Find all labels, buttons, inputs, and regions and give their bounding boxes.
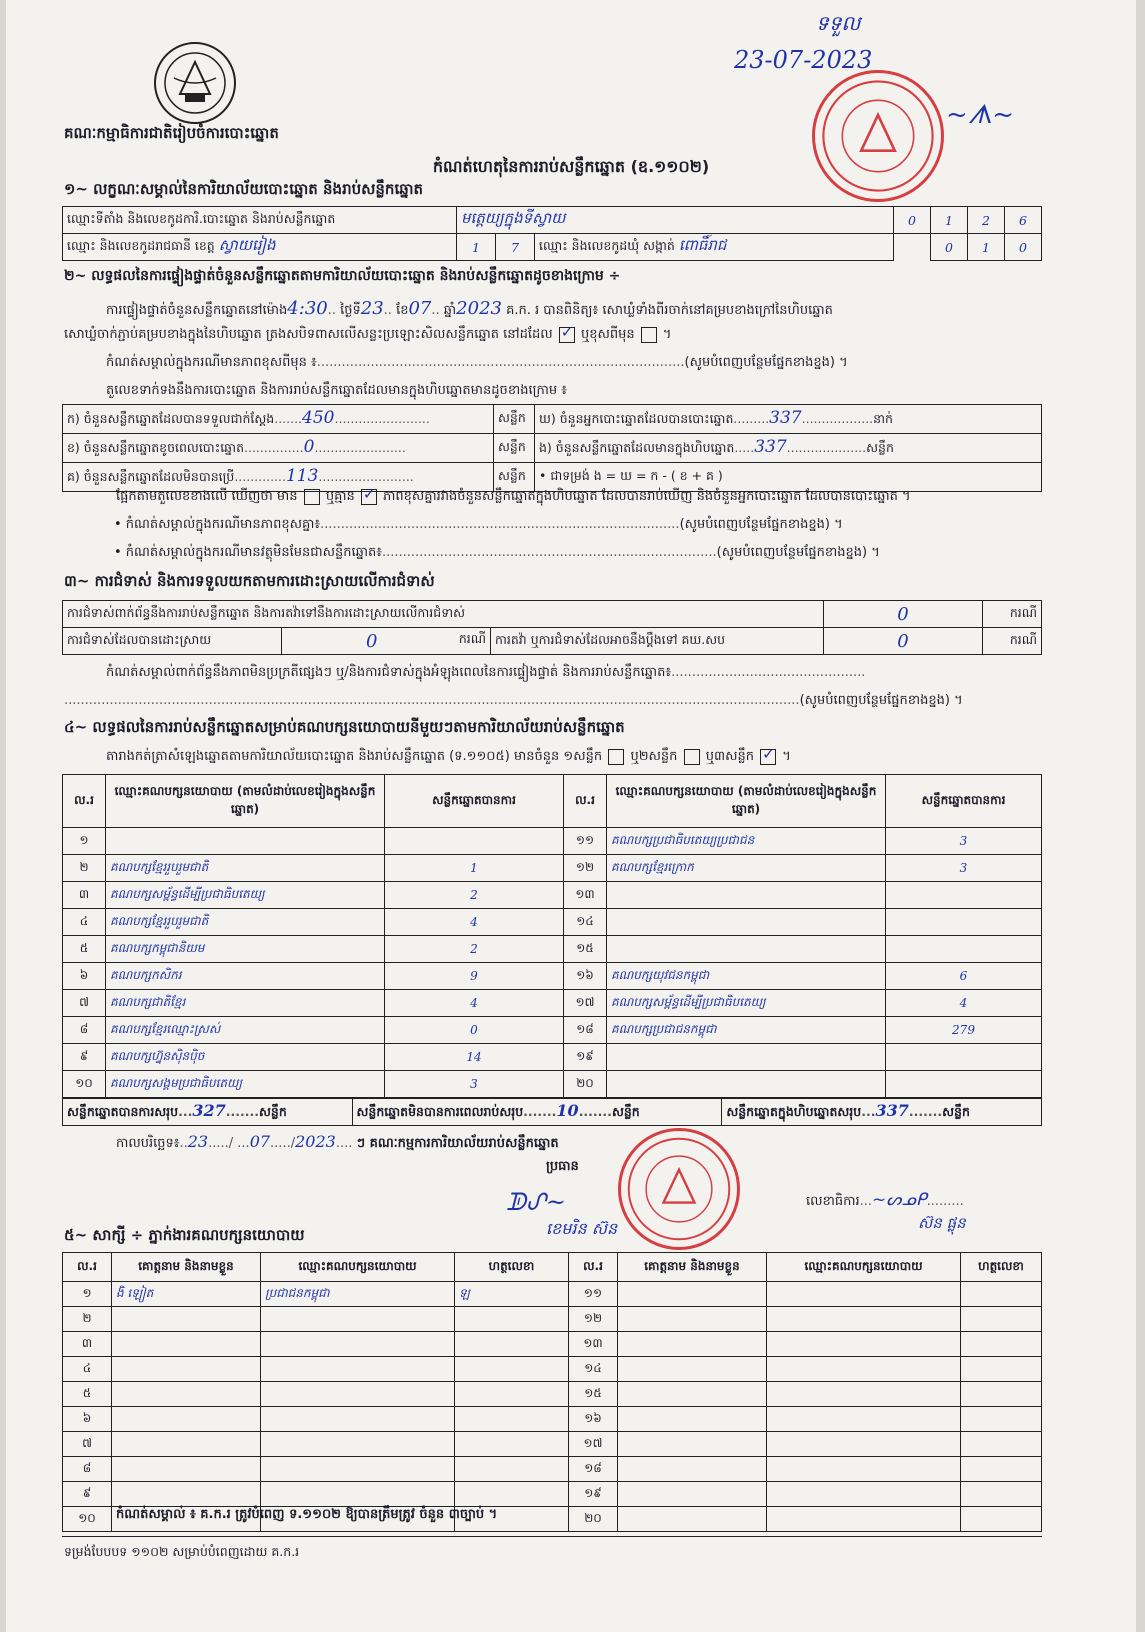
table-row: ៨ ១៨ xyxy=(63,1457,1042,1482)
commune-label: ឈ្មោះ និងលេខកូដឃុំ សង្កាត់ ពោធិ៍រាជ xyxy=(535,234,894,261)
code-digit: 1 xyxy=(931,207,968,234)
col-votes: សន្លឹកឆ្នោតបានការ xyxy=(886,775,1042,828)
verification-year: 2023 xyxy=(456,298,502,319)
doc-title: កំណត់ហេតុនៃការរាប់សន្លឹកឆ្នោត (ឧ.១១០២) xyxy=(432,157,710,176)
count-d: ឃ) ចំនួនអ្នកបោះឆ្នោតដែលបានបោះឆ្នោត.........337..................នាក់ xyxy=(535,405,1042,434)
table-row: ២ ១២ xyxy=(63,1307,1042,1332)
table-row: ៣ គណបក្សសម្ព័ន្ធដើម្បីប្រជាធិបតេយ្យ 2 ១៣ xyxy=(63,882,1042,909)
difference-note: កំណត់សម្គាល់ក្នុងករណីមានភាពខុសពីមុន ៖.........................................................................................(សូមបំពេញបន្ថែមផ្នែកខាងខ្នង) ។ xyxy=(106,355,848,370)
official-stamp-bottom xyxy=(618,1128,740,1250)
secretary-name: ស៊ន ផ្លុន xyxy=(918,1214,966,1232)
province-code-digit: 7 xyxy=(496,234,535,261)
footer-note: កំណត់សម្គាល់ ៖ គ.ក.រ ត្រូវបំពេញ ទ.១១០២ ឱ្យបានត្រឹមត្រូវ ចំនួន ៣ច្បាប់ ។ xyxy=(116,1507,498,1522)
col-votes: សន្លឹកឆ្នោតបានការ xyxy=(385,775,564,828)
table-row: ១០ គណបក្សសង្គមប្រជាធិបតេយ្យ 3 ២០ xyxy=(63,1071,1042,1098)
col-party: ឈ្មោះគណបក្សនយោបាយ (តាមលំដាប់លេខរៀងក្នុងសន្លឹកឆ្នោត) xyxy=(106,775,385,828)
location-label: ឈ្មោះទីតាំង និងលេខកូដការិ.បោះឆ្នោត និងរាប់សន្លឹកឆ្នោត xyxy=(63,207,457,234)
table-row: ៥ គណបក្សកម្ពុជានិយម 2 ១៥ xyxy=(63,936,1042,963)
irregularity-fill: ..................................................................................................................................................................................(សូមបំពេញបន្ថែមផ្នែកខាងខ្នង) ។ xyxy=(64,693,963,708)
count-e: ង) ចំនួនសន្លឹកឆ្នោតដែលមានក្នុងហិបឆ្នោត.....337....................សន្លឹក xyxy=(535,434,1042,463)
total-box: សន្លឹកឆ្នោតក្នុងហិបឆ្នោតសរុប...337.......សន្លឹក xyxy=(722,1099,1042,1126)
irregularity-note: កំណត់សម្គាល់ពាក់ព័ន្ធនឹងភាពមិនប្រក្រតីផ្សេងៗ ឬ/និងការជំទាស់ក្នុងអំឡុងពេលនៃការផ្ទៀងផ្ទាត់ និងការរាប់សន្លឹកឆ្នោត៖............................................... xyxy=(106,665,866,680)
commune-code-digit: 1 xyxy=(968,234,1005,261)
section2-heading: ២~ លទ្ធផលនៃការផ្ទៀងផ្ទាត់ចំនួនសន្លឹកឆ្នោតតាមការិយាល័យបោះឆ្នោត និងរាប់សន្លឹកឆ្នោតដូចខាងក្រោម ÷ xyxy=(64,268,621,284)
count-a: ក) ចំនួនសន្លឹកឆ្នោតដែលបានទទួលជាក់ស្តែង.......450........................ xyxy=(63,405,494,434)
chair-name: ខេមរិន ស៊ន xyxy=(546,1219,618,1238)
three-sheet-checkbox[interactable] xyxy=(760,749,776,765)
col-no: ល.រ xyxy=(564,775,607,828)
code-digit: 0 xyxy=(894,207,931,234)
results-table xyxy=(62,774,1042,1098)
section4-heading: ៤~ លទ្ធផលនៃការរាប់សន្លឹកឆ្នោតសម្រាប់គណបក្សនយោបាយនីមួយៗតាមការិយាល័យរាប់សន្លឹកឆ្នោត xyxy=(64,718,625,736)
count-c-unit: សន្លឹក xyxy=(494,463,535,492)
date-line: កាលបរិច្ឆេទ៖..23...../ ...07...../2023.... ៗ គណៈកម្មការការិយាល័យរាប់សន្លឹកឆ្នោត xyxy=(116,1132,559,1151)
table-row: ២ គណបក្សខ្មែររួបរួមជាតិ 1 ១២ គណបក្សខ្មែរក្រោក 3 xyxy=(63,855,1042,882)
witness-table: ល.រ គោត្តនាម និងនាមខ្លួន ឈ្មោះគណបក្សនយោបាយ ហត្ថលេខា ល.រ គោត្តនាម និងនាមខ្លួន ឈ្មោះគណបក្សនយោបាយ ហត្ថលេខា ១ ងិ ឡៀត ប្រជាជនកម្ពុជា ឡ ១១ ២ ១២ ៣ ១៣ ៤ ១៤ ៥ ១៥ ៦ ១៦ ៧ ១៧ ៨ ១៨ ៩ ១៩ ១០ ២០ xyxy=(62,1252,1042,1532)
form-sheet xyxy=(6,0,1136,1632)
commune-code-digit: 0 xyxy=(1005,234,1042,261)
has-difference-checkbox[interactable] xyxy=(304,489,320,505)
commune-value: ពោធិ៍រាជ xyxy=(678,236,727,254)
counts-intro: តួលេខទាក់ទងនឹងការបោះឆ្នោត និងការរាប់សន្លឹកឆ្នោតដែលមានក្នុងហិបឆ្នោតមានដូចខាងក្រោម ៖ xyxy=(106,383,567,398)
secretary-line: លេខាធិការ...~ᔕᓄᑭ......... xyxy=(806,1190,964,1210)
verification-day: 23 xyxy=(360,298,384,319)
location-value: មត្តេយ្យក្នុងទីស្វាយ xyxy=(457,207,894,234)
col-party: ឈ្មោះគណបក្សនយោបាយ (តាមលំដាប់លេខរៀងក្នុងសន្លឹកឆ្នោត) xyxy=(607,775,886,828)
appeal-unit: ករណី xyxy=(983,628,1042,655)
objection-count: 0 xyxy=(824,601,983,628)
count-a-unit: សន្លឹក xyxy=(494,405,535,434)
one-sheet-checkbox[interactable] xyxy=(608,749,624,765)
resolved-label: ការជំទាស់ដែលបានដោះស្រាយ xyxy=(63,628,282,655)
two-sheet-checkbox[interactable] xyxy=(684,749,700,765)
table-row: ៧ ១៧ xyxy=(63,1432,1042,1457)
count-b-unit: សន្លឹក xyxy=(494,434,535,463)
table-row: ១០ ២០ xyxy=(63,1507,1042,1532)
appeal-count: 0 xyxy=(824,628,983,655)
counts-table xyxy=(62,404,1042,492)
section3-heading: ៣~ ការជំទាស់ និងការទទួលយកតាមការដោះស្រាយលើការជំទាស់ xyxy=(64,572,435,590)
section5-heading: ៥~ សាក្សី ÷ ភ្នាក់ងារគណបក្សនយោបាយ xyxy=(64,1226,305,1244)
table-row: ៨ គណបក្សខ្មែរឈ្មោះស្រស់ 0 ១៨ គណបក្សប្រជាជនកម្ពុជា 279 xyxy=(63,1017,1042,1044)
objection-label: ការជំទាស់ពាក់ព័ន្ធនឹងការរាប់សន្លឹកឆ្នោត និងការតវ៉ាទៅនឹងការដោះស្រាយលើការជំទាស់ xyxy=(63,601,824,628)
table-row: ៩ គណបក្សហ្វ៊ុនស៊ិនប៉ិច 14 ១៩ xyxy=(63,1044,1042,1071)
form-note: ទម្រង់បែបបទ ១១០២ សម្រាប់បំពេញដោយ គ.ក.រ xyxy=(64,1544,300,1559)
province-code-digit: 1 xyxy=(457,234,496,261)
total-invalid: សន្លឹកឆ្នោតមិនបានការពេលរាប់សរុប.......10.......សន្លឹក xyxy=(352,1099,722,1126)
code-digit: 2 xyxy=(968,207,1005,234)
verification-month: 07 xyxy=(408,298,432,319)
objection-unit: ករណី xyxy=(983,601,1042,628)
tally-sheet-line: តារាងកត់ត្រាសំឡេងឆ្នោតតាមការិយាល័យបោះឆ្នោត និងរាប់សន្លឹកឆ្នោត (ទ.១១០៥) មានចំនួន ១សន្លឹក ឬ២សន្លឹក ឬ៣សន្លឹក ✓ ។ xyxy=(106,748,791,767)
total-valid: សន្លឹកឆ្នោតបានការសរុប...327.......សន្លឹក xyxy=(63,1099,353,1126)
compare-line: ផ្អែកតាមតួលេខខាងលើ ឃើញថា មាន ឬគ្មាន ✓ ភាពខុសគ្នារវាងចំនួនសន្លឹកឆ្នោតក្នុងហិបឆ្នោត ដែលបានរាប់ឃើញ និងចំនួនអ្នកបោះឆ្នោត ដែលបានបោះឆ្នោត ។ xyxy=(116,488,911,507)
section1-heading: ១~ លក្ខណៈសម្គាល់នៃការិយាល័យបោះឆ្នោត និងរាប់សន្លឹកឆ្នោត xyxy=(64,180,424,198)
footer-divider xyxy=(62,1536,1042,1537)
unchanged-checkbox[interactable] xyxy=(559,327,575,343)
verification-time: 4:30 xyxy=(287,298,328,319)
table-row: ៤ ១៤ xyxy=(63,1357,1042,1382)
verification-line: ការផ្ទៀងផ្ទាត់ចំនួនសន្លឹកឆ្នោតនៅម៉ោង4:30.. ថ្ងៃទី23.. ខែ07.. ឆ្នាំ2023 គ.ក. រ បានពិនិត្យ៖ សោឃ្លំទាំងពីរចាក់នៅគម្របខាងក្រៅនៃហិបឆ្នោត xyxy=(106,298,833,319)
table-row: ៤ គណបក្សខ្មែររួបរួមជាតិ 4 ១៤ xyxy=(63,909,1042,936)
section3-table xyxy=(62,600,1042,655)
received-date: 23-07-2023 xyxy=(734,46,873,74)
table-row: ១ ១១ គណបក្សប្រជាធិបតេយ្យប្រជាជន 3 xyxy=(63,828,1042,855)
table-row: ៦ ១៦ xyxy=(63,1407,1042,1432)
appeal-label: ការតវ៉ា ឬការជំទាស់ដែលអាចនឹងប្តឹងទៅ គឃ.សប xyxy=(491,628,824,655)
province-value: ស្វាយរៀង xyxy=(218,236,276,254)
totals-table xyxy=(62,1098,1042,1126)
count-c: គ) ចំនួនសន្លឹកឆ្នោតដែលមិនបានប្រើ.............113........................ xyxy=(63,463,494,492)
no-difference-checkbox[interactable] xyxy=(361,489,377,505)
table-row: ៧ គណបក្សជាតិខ្មែរ 4 ១៧ គណបក្សសម្ព័ន្ធដើម្បីប្រជាធិបតេយ្យ 4 xyxy=(63,990,1042,1017)
table-row: ៦ គណបក្សកសិករ 9 ១៦ គណបក្សយុវជនកម្ពុជា 6 xyxy=(63,963,1042,990)
bullet-foreign: • កំណត់សម្គាល់ក្នុងករណីមានវត្ថុមិនមែនជាសន្លឹកឆ្នោត៖.................................................................................(សូមបំពេញបន្ថែមផ្នែកខាងខ្នង) ។ xyxy=(114,545,880,560)
bullet-difference: • កំណត់សម្គាល់ក្នុងករណីមានភាពខុសគ្នា៖.......................................................................................(សូមបំពេញបន្ថែមផ្នែកខាងខ្នង) ។ xyxy=(114,517,843,532)
received-label: ទទួល xyxy=(816,11,861,35)
table-row: ៣ ១៣ xyxy=(63,1332,1042,1357)
formula-note: • ជាទម្រង់ ង = ឃ = ក - ( ខ + គ ) xyxy=(535,463,1042,492)
resolved-count: 0 ករណី xyxy=(282,628,491,655)
table-row: ៥ ១៥ xyxy=(63,1382,1042,1407)
official-stamp-top xyxy=(812,70,944,202)
signature-top: ~ᗑ~ xyxy=(946,100,1015,130)
table-row: ៩ ១៩ xyxy=(63,1482,1042,1507)
nec-emblem-icon xyxy=(154,42,236,124)
section1-table xyxy=(62,206,1042,261)
chair-title: ប្រធាន xyxy=(546,1159,579,1174)
commune-code-digit: 0 xyxy=(931,234,968,261)
seal-line: សោឃ្លំចាក់ភ្ជាប់គម្របខាងក្នុងនៃហិបឆ្នោត ត្រងសបិទពាសលើសន្លះប្រឡោះសិលសន្លឹកឆ្នោត នៅដដែល ✓ ឬខុសពីមុន ។ xyxy=(64,326,671,345)
province-label: ឈ្មោះ និងលេខកូដរាជធានី ខេត្ត ស្វាយរៀង xyxy=(63,234,457,261)
code-digit: 6 xyxy=(1005,207,1042,234)
col-no: ល.រ xyxy=(63,775,106,828)
chair-signature: ᗫᔑ~ xyxy=(506,1188,566,1216)
org-name: គណៈកម្មាធិការជាតិរៀបចំការបោះឆ្នោត xyxy=(64,124,279,142)
count-b: ខ) ចំនួនសន្លឹកឆ្នោតខូចពេលបោះឆ្នោត...............0....................... xyxy=(63,434,494,463)
changed-checkbox[interactable] xyxy=(641,327,657,343)
table-row: ១ ងិ ឡៀត ប្រជាជនកម្ពុជា ឡ ១១ xyxy=(63,1282,1042,1307)
